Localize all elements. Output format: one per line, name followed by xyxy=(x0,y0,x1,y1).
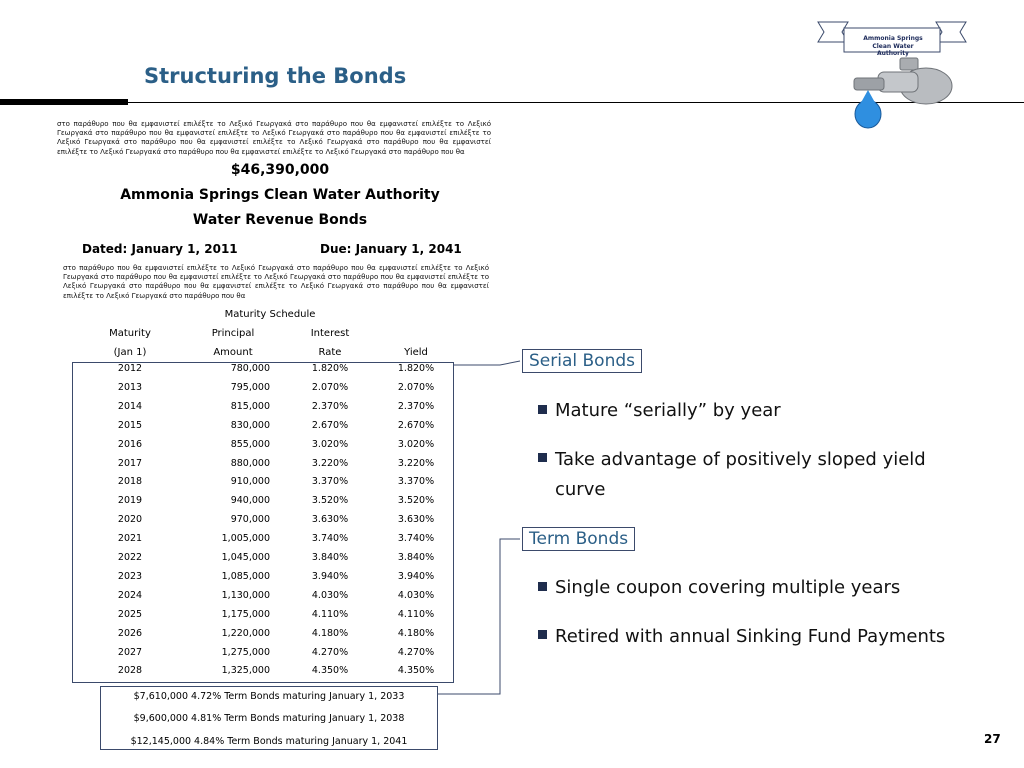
principal-amount-cell: 830,000 xyxy=(230,419,270,431)
header-interest: Interest xyxy=(310,328,350,339)
term-bond-line: $9,600,000 4.81% Term Bonds maturing January 1, 2038 xyxy=(133,713,405,724)
interest-rate-cell: 2.670% xyxy=(311,419,349,431)
yield-cell: 4.270% xyxy=(397,646,435,658)
interest-rate-cell: 3.740% xyxy=(311,533,349,545)
principal-amount-cell: 880,000 xyxy=(230,457,270,469)
principal-amount-cell: 940,000 xyxy=(230,495,270,507)
maturity-year-cell: 2016 xyxy=(117,438,143,450)
bullet-square-icon xyxy=(538,405,547,414)
yield-cell: 3.740% xyxy=(397,533,435,545)
principal-amount-cell: 780,000 xyxy=(230,363,270,374)
header-maturity-sub: (Jan 1) xyxy=(113,347,147,358)
yield-cell: 2.070% xyxy=(397,381,435,393)
schedule-title: Maturity Schedule xyxy=(224,309,316,320)
bullet-square-icon xyxy=(538,630,547,639)
term-bond-line: $12,145,000 4.84% Term Bonds maturing January 1, 2041 xyxy=(130,736,408,747)
yield-cell: 3.520% xyxy=(397,495,435,507)
maturity-year-cell: 2021 xyxy=(117,533,143,545)
maturity-year-cell: 2024 xyxy=(117,589,143,601)
interest-rate-cell: 3.020% xyxy=(311,438,349,450)
interest-rate-cell: 3.370% xyxy=(311,476,349,488)
serial-bullet-text: Take advantage of positively sloped yield curve xyxy=(555,449,926,500)
interest-rate-cell: 3.520% xyxy=(311,495,349,507)
yield-cell: 3.630% xyxy=(397,514,435,526)
maturity-year-cell: 2012 xyxy=(117,363,143,374)
yield-cell: 3.840% xyxy=(397,552,435,563)
interest-rate-cell: 3.220% xyxy=(311,457,349,469)
yield-cell: 3.020% xyxy=(397,438,435,450)
header-yield: Yield xyxy=(404,347,428,358)
interest-rate-cell: 1.820% xyxy=(311,363,349,374)
due-date: Due: January 1, 2041 xyxy=(320,242,462,256)
yield-cell: 3.220% xyxy=(397,457,435,469)
maturity-year-cell: 2014 xyxy=(117,400,143,412)
header-maturity: Maturity xyxy=(109,328,151,339)
principal-amount-cell: 1,325,000 xyxy=(221,665,270,677)
header-principal: Principal xyxy=(211,328,255,339)
principal-amount-cell: 910,000 xyxy=(230,476,270,488)
interest-rate-cell: 4.270% xyxy=(311,646,349,658)
logo-text-line1: Ammonia Springs xyxy=(863,35,923,42)
maturity-year-cell: 2019 xyxy=(117,495,143,507)
yield-cell: 3.370% xyxy=(397,476,435,488)
principal-amount-cell: 795,000 xyxy=(230,381,270,393)
principal-amount-cell: 1,085,000 xyxy=(221,570,270,582)
principal-amount-cell: 815,000 xyxy=(230,400,270,412)
logo-text-line2: Clean Water Authority xyxy=(872,43,914,57)
principal-amount-cell: 1,175,000 xyxy=(221,608,270,620)
bond-type: Water Revenue Bonds xyxy=(192,212,368,228)
yield-cell: 4.180% xyxy=(397,627,435,639)
header-principal-sub: Amount xyxy=(213,347,253,358)
interest-rate-cell: 3.940% xyxy=(311,570,349,582)
principal-amount-cell: 1,005,000 xyxy=(221,533,270,545)
yield-cell: 2.670% xyxy=(397,419,435,431)
maturity-year-cell: 2015 xyxy=(117,419,143,431)
principal-amount-cell: 970,000 xyxy=(230,514,270,526)
yield-cell: 4.350% xyxy=(397,665,435,677)
maturity-year-cell: 2017 xyxy=(117,457,143,469)
serial-bullet-2 xyxy=(538,445,988,505)
serial-bonds-label: Serial Bonds xyxy=(522,349,642,373)
interest-rate-cell: 2.070% xyxy=(311,381,349,393)
maturity-year-cell: 2028 xyxy=(117,665,143,677)
serial-bullet-text: Mature “serially” by year xyxy=(555,400,781,421)
term-bullet-text: Single coupon covering multiple years xyxy=(555,577,901,598)
principal-amount-cell: 1,220,000 xyxy=(221,627,270,639)
page-number: 27 xyxy=(984,732,1001,746)
maturity-year-cell: 2018 xyxy=(117,476,143,488)
bullet-square-icon xyxy=(538,453,547,462)
interest-rate-cell: 4.030% xyxy=(311,589,349,601)
bond-amount: $46,390,000 xyxy=(230,162,330,178)
interest-rate-cell: 3.840% xyxy=(311,552,349,563)
term-bullet-1 xyxy=(538,573,988,603)
interest-rate-cell: 2.370% xyxy=(311,400,349,412)
principal-amount-cell: 1,045,000 xyxy=(221,552,270,563)
yield-cell: 1.820% xyxy=(397,363,435,374)
garbled-text-block-middle: στο παράθυρο που θα εμφανιστεί επιλέξτε το Λεξικό Γεωργακά στο παράθυρο που θα εμφανιστεί επιλέξτε το Λεξικό Γεωργακά στο παράθυρο που θα εμφανιστεί επιλέξτε το Λεξικό Γεωργακά στο παράθυρο που θα εμφανιστεί επιλέξτε το Λεξικό Γεωργακά στο παράθυρο που θα εμφανιστεί επιλέξτε το Λεξικό Γεωργακά στο παράθυρο που θα εμφανιστεί επιλέξτε το Λεξικό Γεωργακά στο παράθυρο που θα xyxy=(63,264,489,300)
term-bonds-label: Term Bonds xyxy=(522,527,635,551)
maturity-year-cell: 2013 xyxy=(117,381,143,393)
interest-rate-cell: 4.180% xyxy=(311,627,349,639)
principal-amount-cell: 1,275,000 xyxy=(221,646,270,658)
yield-cell: 4.110% xyxy=(397,608,435,620)
yield-cell: 3.940% xyxy=(397,570,435,582)
principal-amount-cell: 1,130,000 xyxy=(221,589,270,601)
yield-cell: 2.370% xyxy=(397,400,435,412)
interest-rate-cell: 3.630% xyxy=(311,514,349,526)
serial-bullet-1 xyxy=(538,396,988,426)
term-bond-line: $7,610,000 4.72% Term Bonds maturing January 1, 2033 xyxy=(133,691,405,702)
slide-title: Structuring the Bonds xyxy=(144,64,407,88)
bullet-square-icon xyxy=(538,582,547,591)
maturity-year-cell: 2027 xyxy=(117,646,143,658)
yield-cell: 4.030% xyxy=(397,589,435,601)
maturity-year-cell: 2026 xyxy=(117,627,143,639)
interest-rate-cell: 4.350% xyxy=(311,665,349,677)
garbled-text-block-top: στο παράθυρο που θα εμφανιστεί επιλέξτε το Λεξικό Γεωργακά στο παράθυρο που θα εμφανιστεί επιλέξτε το Λεξικό Γεωργακά στο παράθυρο που θα εμφανιστεί επιλέξτε το Λεξικό Γεωργακά στο παράθυρο που θα εμφανιστεί επιλέξτε το Λεξικό Γεωργακά στο παράθυρο που θα εμφανιστεί επιλέξτε το Λεξικό Γεωργακά στο παράθυρο που θα εμφανιστεί επιλέξτε το Λεξικό Γεωργακά στο παράθυρο που θα εμφανιστεί επιλέξτε το Λεξικό Γεωργακά στο παράθυρο που θα xyxy=(57,120,491,156)
header-interest-sub: Rate xyxy=(318,347,342,358)
term-bullet-text: Retired with annual Sinking Fund Payments xyxy=(555,626,946,647)
bond-issuer: Ammonia Springs Clean Water Authority xyxy=(120,187,440,203)
principal-amount-cell: 855,000 xyxy=(230,438,270,450)
maturity-year-cell: 2020 xyxy=(117,514,143,526)
maturity-year-cell: 2022 xyxy=(117,552,143,563)
maturity-year-cell: 2023 xyxy=(117,570,143,582)
maturity-year-cell: 2025 xyxy=(117,608,143,620)
interest-rate-cell: 4.110% xyxy=(311,608,349,620)
dated-date: Dated: January 1, 2011 xyxy=(82,242,238,256)
term-bullet-2 xyxy=(538,622,988,652)
